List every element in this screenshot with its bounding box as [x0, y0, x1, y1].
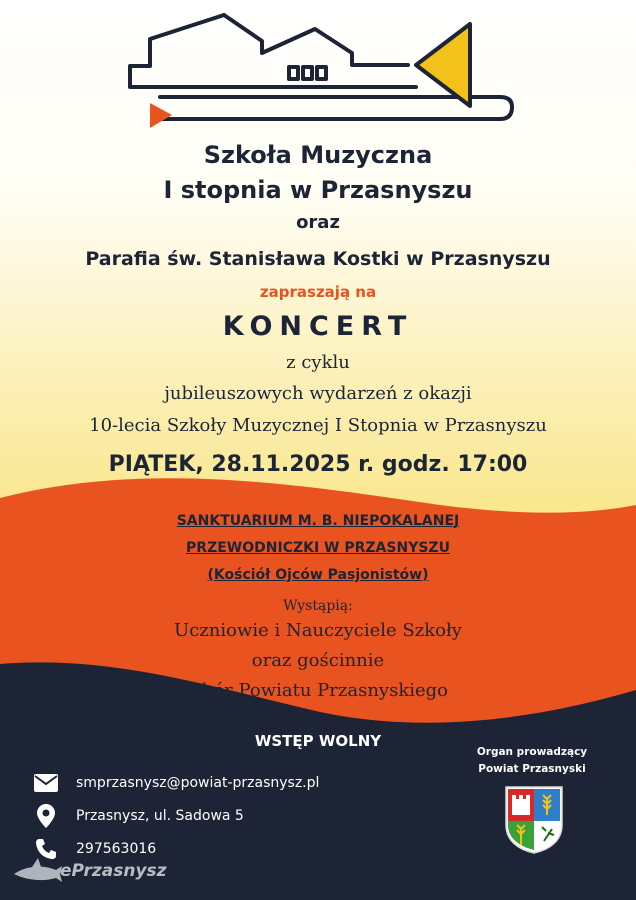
- watermark-text: ePrzasnysz: [60, 861, 167, 881]
- organ-line1: Organ prowadzący: [476, 746, 588, 758]
- performers-line1: Uczniowie i Nauczyciele Szkoły: [174, 620, 462, 641]
- free-entry-text: WSTĘP WOLNY: [254, 732, 382, 750]
- contact-address: Przasnysz, ul. Sadowa 5: [76, 808, 244, 824]
- school-logo: [120, 5, 520, 140]
- venue-line2: PRZEWODNICZKI W PRZASNYSZU: [186, 540, 450, 556]
- watermark: [12, 856, 167, 886]
- cycle-line1: z cyklu: [286, 352, 350, 373]
- performers-line2: oraz gościnnie: [251, 650, 385, 671]
- event-datetime: PIĄTEK, 28.11.2025 r. godz. 17:00: [108, 452, 528, 477]
- shark-logo-icon: [12, 856, 64, 886]
- school-name-line1: Szkoła Muzyczna: [203, 141, 433, 169]
- conjunction-text: oraz: [296, 212, 340, 233]
- performers-intro: Wystąpią:: [283, 598, 353, 614]
- performers-line3: Chór Powiatu Przasnyskiego: [187, 680, 449, 701]
- map-pin-icon: [34, 804, 58, 828]
- venue-line1: SANKTUARIUM M. B. NIEPOKALANEJ: [176, 513, 460, 529]
- contact-phone[interactable]: 297563016: [76, 841, 157, 857]
- parish-name: Parafia św. Stanisława Kostki w Przasnyszu: [85, 248, 551, 270]
- contact-address-row: [34, 803, 244, 829]
- concert-title: KONCERT: [222, 311, 414, 342]
- school-name-line2: I stopnia w Przasnyszu: [163, 176, 473, 204]
- county-coat-of-arms: [504, 785, 564, 855]
- envelope-icon: [34, 771, 58, 795]
- contact-email-row: [34, 770, 319, 796]
- contact-email[interactable]: smprzasnysz@powiat-przasnysz.pl: [76, 775, 320, 791]
- organ-line2: Powiat Przasnyski: [478, 763, 586, 775]
- cycle-line2: jubileuszowych wydarzeń z okazji: [164, 383, 472, 404]
- venue-line3: (Kościół Ojców Pasjonistów): [207, 567, 429, 583]
- invite-text: zapraszają na: [259, 283, 377, 301]
- cycle-line3: 10-lecia Szkoły Muzycznej I Stopnia w Przasnyszu: [89, 415, 547, 436]
